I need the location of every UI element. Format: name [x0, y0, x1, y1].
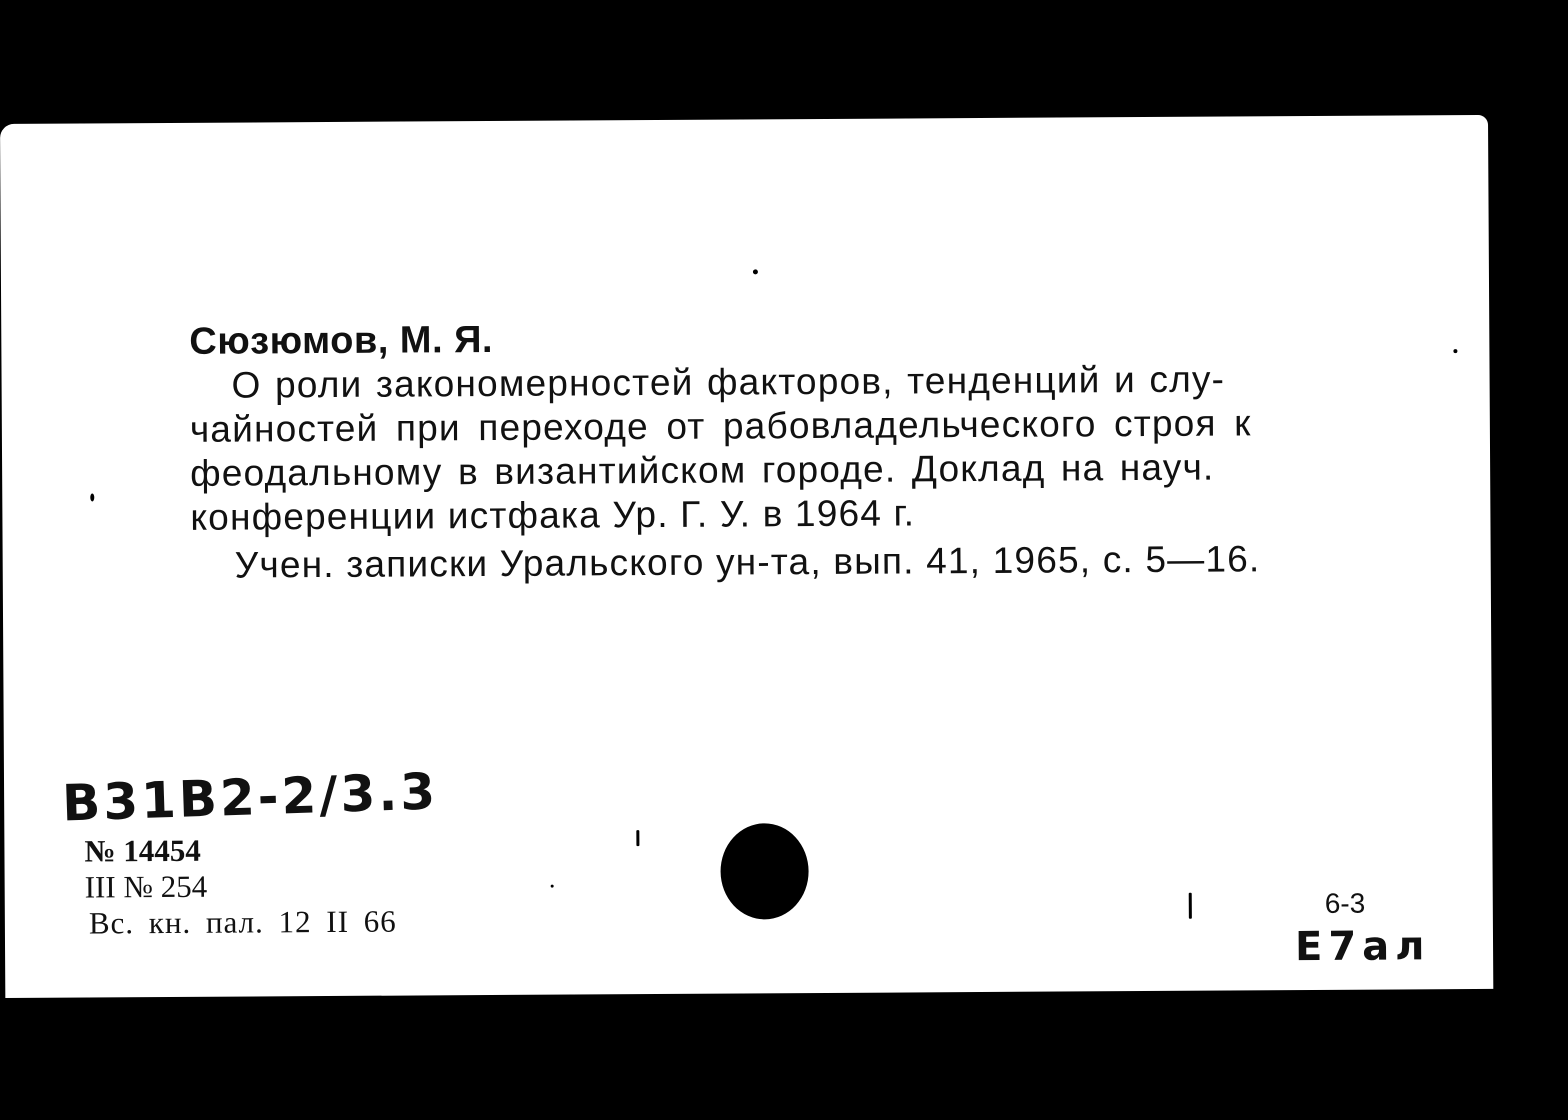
title-line-1: О роли закономерностей факторов, тенденций и слу- — [231, 358, 1226, 406]
series-number: III № 254 — [84, 868, 208, 905]
title-line-4: конференции истфака Ур. Г. У. в 1964 г. — [190, 492, 916, 538]
scan-speck — [753, 269, 758, 274]
title-line-2: чайностей при переходе от рабовладельческого строя к — [189, 402, 1252, 450]
scan-speck — [636, 830, 639, 846]
scan-speck — [551, 885, 554, 888]
corner-handwritten-mark: Е7ал — [1294, 923, 1431, 971]
scan-speck — [90, 493, 94, 501]
handwritten-shelfmark: В31В2-2/3.3 — [61, 762, 439, 833]
scan-speck — [1453, 349, 1457, 353]
title-line-3: феодальному в византийском городе. Доклад на науч. — [190, 446, 1215, 494]
author-heading: Сюзюмов, М. Я. — [189, 318, 494, 363]
punch-hole — [720, 823, 809, 920]
corner-code: 6-3 — [1324, 887, 1366, 919]
scan-speck — [1189, 893, 1192, 919]
catalog-card — [0, 115, 1493, 998]
chamber-record: Вс. кн. пал. 12 II 66 — [88, 903, 397, 941]
source-citation: Учен. записки Уральского ун-та, вып. 41, 1965, с. 5—16. — [234, 538, 1261, 586]
accession-number: № 14454 — [84, 832, 201, 869]
